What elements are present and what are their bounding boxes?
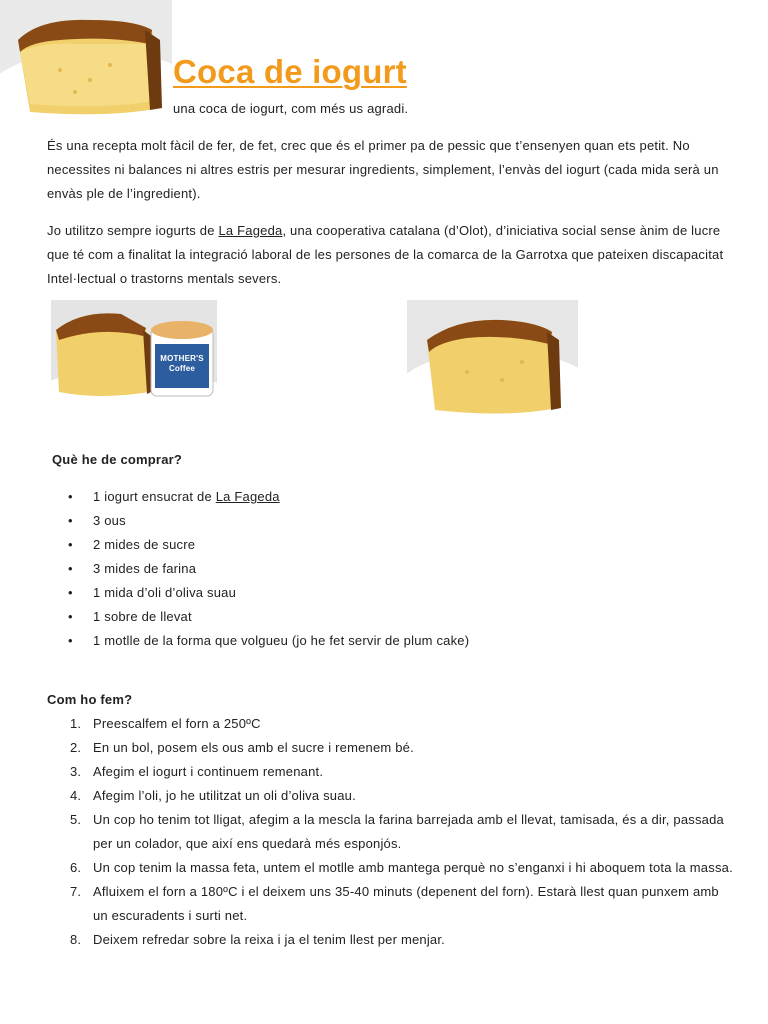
ingredient-item [47, 629, 469, 653]
ingredient-item [47, 533, 469, 557]
step-item [47, 760, 733, 784]
step-item [47, 736, 733, 760]
paragraph-text: , una cooperativa catalana (d’Olot), d’iniciativa social sense ànim de lucre que té com a finalitat la integració laboral de les persones de la comarca de la Garrotxa que pateixen discapacitat Intel·lectual o trastorns mentals severs. [47, 223, 724, 286]
ingredient-text: 3 mides de farina [93, 561, 197, 576]
ingredients-heading: Què he de comprar? [52, 452, 183, 467]
bullet-icon: • [68, 489, 73, 504]
step-text: Un cop tenim la massa feta, untem el motlle amb mantega perquè no s’enganxi i hi aboquem tota la massa. [93, 860, 733, 875]
step-item [47, 712, 733, 736]
ingredient-item [47, 485, 469, 509]
ingredient-text: 1 iogurt ensucrat de [93, 489, 216, 504]
ingredient-item [47, 557, 469, 581]
step-number: 7. [70, 884, 82, 899]
step-text: Preescalfem el forn a 250ºC [93, 716, 261, 731]
ingredient-item [47, 509, 469, 533]
bullet-icon: • [68, 561, 73, 576]
paragraph-text: Jo utilitzo sempre iogurts de [47, 223, 219, 238]
fageda-paragraph [47, 219, 727, 291]
bullet-icon: • [68, 609, 73, 624]
step-text: Un cop ho tenim tot lligat, afegim a la mescla la farina barrejada amb el llevat, tamisada, és a dir, passada per un colador, que així ens quedarà més esponjós. [93, 812, 724, 851]
cake-slice-photo [407, 300, 578, 417]
ingredient-item [47, 605, 469, 629]
step-item [47, 880, 733, 928]
step-text: Afluixem el forn a 180ºC i el deixem uns 35-40 minuts (depenent del forn). Estarà llest quan punxem amb un escuradents i surti net. [93, 884, 719, 923]
ingredient-text: 1 sobre de llevat [93, 609, 192, 624]
step-number: 1. [70, 716, 82, 731]
ingredient-text: 1 mida d’oli d’oliva suau [93, 585, 237, 600]
ingredient-text: 2 mides de sucre [93, 537, 196, 552]
header-cake-photo [0, 0, 172, 120]
step-number: 5. [70, 812, 82, 827]
ingredient-text: 1 motlle de la forma que volgueu (jo he fet servir de plum cake) [93, 633, 470, 648]
mug-label: MOTHER'S Coffee [160, 354, 204, 373]
la-fageda-link[interactable]: La Fageda [218, 223, 283, 238]
la-fageda-link[interactable]: La Fageda [215, 489, 280, 504]
cake-slice-illustration [407, 300, 578, 417]
bullet-icon: • [68, 513, 73, 528]
step-item [47, 928, 733, 952]
bullet-icon: • [68, 633, 73, 648]
cake-coffee-photo [51, 300, 217, 417]
step-text: En un bol, posem els ous amb el sucre i remenem bé. [93, 740, 414, 755]
page-subtitle: una coca de iogurt, com més us agradi. [173, 101, 409, 116]
step-number: 2. [70, 740, 82, 755]
step-item [47, 808, 733, 856]
step-number: 8. [70, 932, 82, 947]
bullet-icon: • [68, 585, 73, 600]
intro-paragraph: És una recepta molt fàcil de fer, de fet, crec que és el primer pa de pessic que t’ensenyen quan ets petit. No necessites ni balances ni altres estris per mesurar ingredients, simplement, l’envàs del iogurt (cada mida serà un envàs ple de l’ingredient). [47, 138, 719, 201]
step-text: Afegim l’oli, jo he utilitzat un oli d’oliva suau. [93, 788, 356, 803]
cake-illustration [0, 0, 172, 120]
ingredient-text: 3 ous [93, 513, 126, 528]
step-number: 4. [70, 788, 82, 803]
step-item [47, 784, 733, 808]
ingredient-item [47, 581, 469, 605]
step-item [47, 856, 733, 880]
step-text: Deixem refredar sobre la reixa i ja el tenim llest per menjar. [93, 932, 445, 947]
page-title[interactable]: Coca de iogurt [173, 53, 407, 90]
step-text: Afegim el iogurt i continuem remenant. [93, 764, 324, 779]
step-number: 6. [70, 860, 82, 875]
bullet-icon: • [68, 537, 73, 552]
ingredients-list [47, 485, 469, 653]
step-number: 3. [70, 764, 82, 779]
steps-heading: Com ho fem? [47, 692, 133, 707]
steps-list [47, 712, 733, 952]
